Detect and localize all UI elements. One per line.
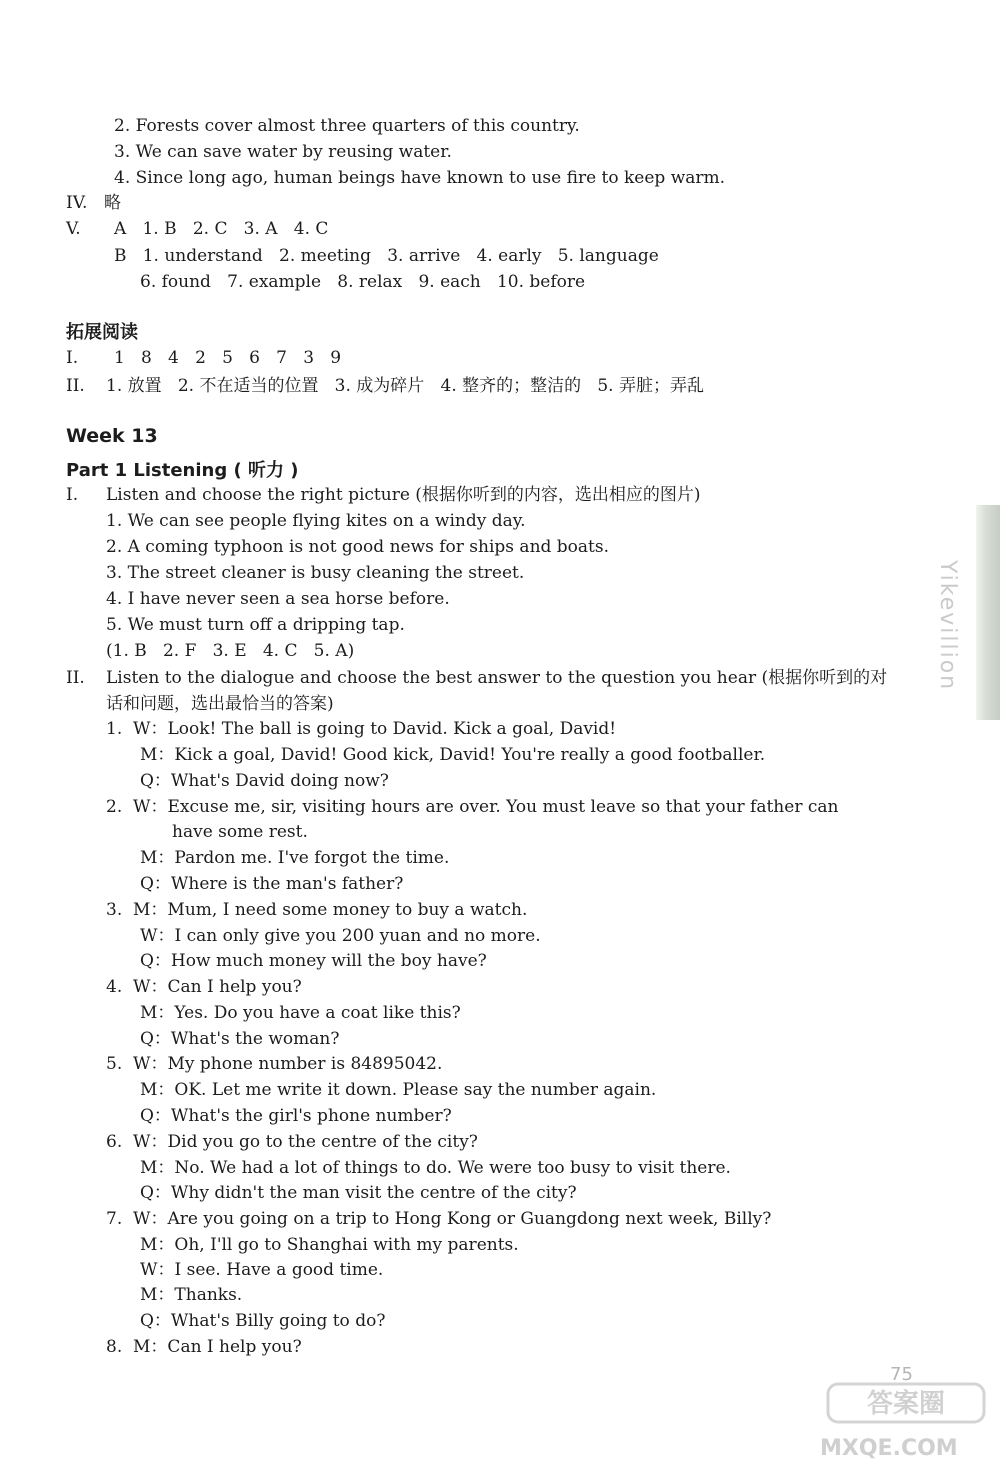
dialogue-line: Q：Where is the man's father? — [140, 874, 404, 894]
listening-item: 3. The street cleaner is busy cleaning the street. — [106, 563, 525, 583]
scan-edge-shadow — [976, 505, 1000, 720]
section-heading: 拓展阅读 — [66, 322, 138, 343]
dialogue-line: have some rest. — [172, 822, 308, 842]
dialogue-line: M：No. We had a lot of things to do. We were too busy to visit there. — [140, 1158, 731, 1178]
dialogue-line: 5. W：My phone number is 84895042. — [106, 1054, 443, 1074]
dialogue-line: Q：What's the woman? — [140, 1029, 340, 1049]
answer-line: 1 8 4 2 5 6 7 3 9 — [114, 348, 342, 368]
listening-item: 4. I have never seen a sea horse before. — [106, 589, 450, 609]
answer-line: B 1. understand 2. meeting 3. arrive 4. early 5. language — [114, 246, 659, 266]
dialogue-line: M：Yes. Do you have a coat like this? — [140, 1003, 461, 1023]
dialogue-line: 8. M：Can I help you? — [106, 1337, 302, 1357]
answer-key: (1. B 2. F 3. E 4. C 5. A) — [106, 641, 355, 661]
answer-line: 1. 放置 2. 不在适当的位置 3. 成为碎片 4. 整齐的；整洁的 5. 弄脏；弄乱 — [106, 376, 704, 396]
section-label: IV. — [66, 193, 88, 213]
dialogue-line: Q：What's David doing now? — [140, 771, 389, 791]
watermark-logo-text: 答案圈 — [866, 1389, 946, 1419]
dialogue-line: Q：Why didn't the man visit the centre of the city? — [140, 1183, 577, 1203]
section-label: I. — [66, 348, 79, 368]
watermark-url: MXQE.COM — [820, 1436, 958, 1461]
week-title: Week 13 — [66, 425, 158, 447]
instruction: Listen to the dialogue and choose the best answer to the question you hear (根据你听到的对 — [106, 668, 888, 688]
answer-line: 4. Since long ago, human beings have known to use fire to keep warm. — [114, 168, 726, 188]
watermark-logo — [826, 1382, 986, 1424]
dialogue-line: 7. W：Are you going on a trip to Hong Kong or Guangdong next week, Billy? — [106, 1209, 772, 1229]
section-label: I. — [66, 485, 79, 505]
dialogue-line: M：Pardon me. I've forgot the time. — [140, 848, 450, 868]
side-watermark: Yikevillion — [935, 560, 960, 692]
dialogue-line: Q：How much money will the boy have? — [140, 951, 487, 971]
section-label: II. — [66, 376, 85, 396]
dialogue-line: W：I see. Have a good time. — [140, 1260, 384, 1280]
dialogue-line: M：Thanks. — [140, 1285, 243, 1305]
listening-item: 2. A coming typhoon is not good news for ships and boats. — [106, 537, 610, 557]
dialogue-line: Q：What's the girl's phone number? — [140, 1106, 452, 1126]
answer-line: 6. found 7. example 8. relax 9. each 10. before — [140, 272, 586, 292]
dialogue-line: 3. M：Mum, I need some money to buy a watch. — [106, 900, 528, 920]
answer-line: 2. Forests cover almost three quarters of this country. — [114, 116, 580, 136]
dialogue-line: 1. W：Look! The ball is going to David. Kick a goal, David! — [106, 719, 617, 739]
instruction: Listen and choose the right picture (根据你听到的内容，选出相应的图片) — [106, 485, 701, 505]
section-label: V. — [66, 219, 81, 239]
listening-item: 1. We can see people flying kites on a windy day. — [106, 511, 526, 531]
dialogue-line: 6. W：Did you go to the centre of the city? — [106, 1132, 478, 1152]
dialogue-line: M：Oh, I'll go to Shanghai with my parents. — [140, 1235, 519, 1255]
dialogue-line: M：Kick a goal, David! Good kick, David! You're really a good footballer. — [140, 745, 766, 765]
page-number: 75 — [890, 1364, 913, 1385]
section-text: 略 — [104, 193, 121, 213]
instruction: 话和问题，选出最恰当的答案) — [106, 694, 334, 714]
answer-line: 3. We can save water by reusing water. — [114, 142, 452, 162]
dialogue-line: W：I can only give you 200 yuan and no more. — [140, 926, 541, 946]
section-label: II. — [66, 668, 85, 688]
dialogue-line: 4. W：Can I help you? — [106, 977, 302, 997]
listening-item: 5. We must turn off a dripping tap. — [106, 615, 405, 635]
answer-line: A 1. B 2. C 3. A 4. C — [114, 219, 329, 239]
dialogue-line: Q：What's Billy going to do? — [140, 1311, 386, 1331]
part-title: Part 1 Listening ( 听力 ) — [66, 460, 299, 481]
dialogue-line: 2. W：Excuse me, sir, visiting hours are over. You must leave so that your father can — [106, 797, 839, 817]
dialogue-line: M：OK. Let me write it down. Please say the number again. — [140, 1080, 657, 1100]
